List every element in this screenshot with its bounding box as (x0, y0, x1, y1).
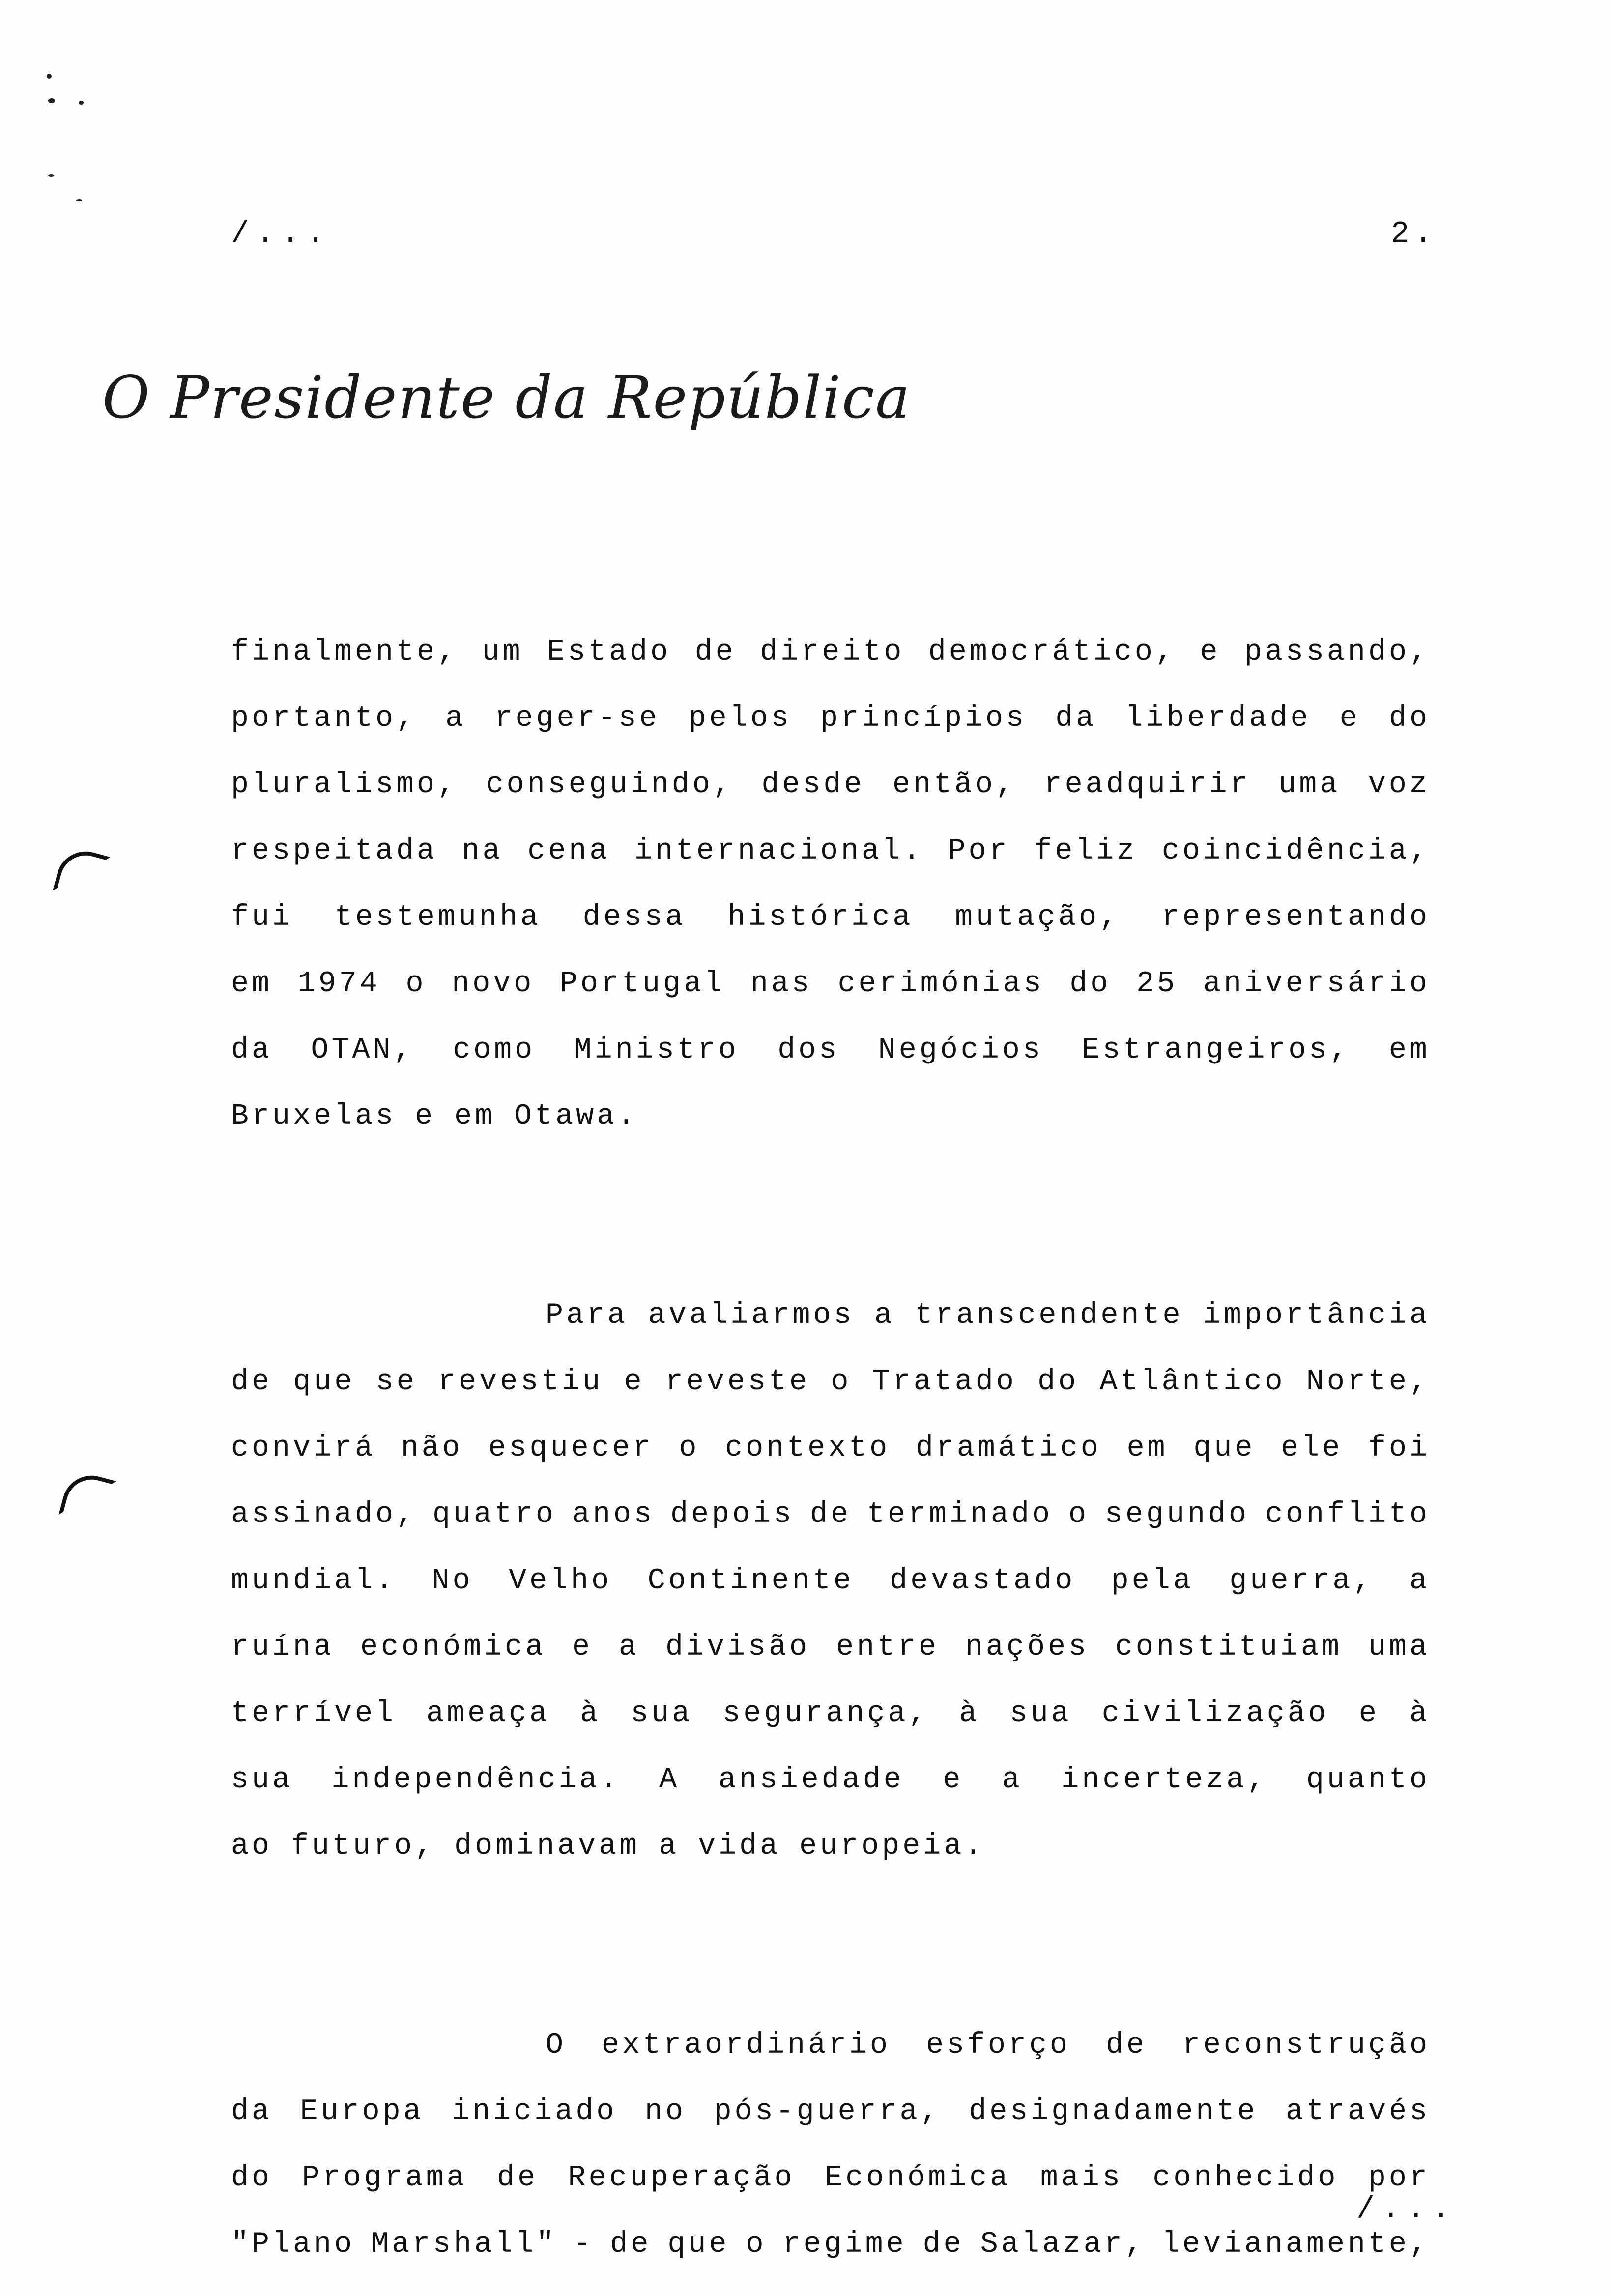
word: dessa (582, 901, 686, 934)
text-line (231, 1017, 1430, 1084)
text-line (231, 1747, 1430, 1813)
word: o (831, 1365, 852, 1399)
word: de (610, 2228, 652, 2261)
word: esquecer (488, 1432, 654, 1465)
word: à (580, 1697, 601, 1730)
word: A (659, 1763, 680, 1797)
word: europeia. (799, 1830, 985, 1863)
word: e (415, 1100, 436, 1133)
word: respeitada (231, 834, 438, 868)
text-line (231, 1482, 1430, 1548)
word: em (454, 1100, 496, 1133)
word: da (231, 1033, 273, 1067)
word: do (231, 2161, 273, 2195)
word: e (1358, 1697, 1380, 1730)
paragraph (231, 619, 1430, 1150)
word: em (231, 967, 273, 1001)
word: que (1193, 1432, 1256, 1465)
word: ele (1281, 1432, 1343, 1465)
word: através (1285, 2095, 1430, 2128)
word: uma (1368, 1631, 1430, 1664)
word: em (1126, 1432, 1168, 1465)
margin-mark (53, 845, 111, 903)
word: passando, (1244, 635, 1430, 669)
word: testemunha (334, 901, 541, 934)
word: do (1069, 967, 1111, 1001)
word: iniciado (452, 2095, 617, 2128)
scan-speck (79, 101, 84, 105)
word: terminado (866, 1498, 1053, 1531)
word: de (1105, 2029, 1147, 2062)
word: "Plano (231, 2228, 355, 2261)
word: divisão (665, 1631, 810, 1664)
word: Económica (825, 2161, 1011, 2195)
text-line (231, 2012, 1430, 2079)
word: não (401, 1432, 463, 1465)
word: a (659, 1830, 680, 1863)
word: futuro, (291, 1830, 436, 1863)
word: dramático (915, 1432, 1101, 1465)
word: extraordinário (601, 2029, 891, 2062)
word: convirá (231, 1432, 376, 1465)
word: Programa (302, 2161, 467, 2195)
text-line (231, 1283, 1430, 1349)
word: e (943, 1763, 964, 1797)
word: independência. (331, 1763, 621, 1797)
word: ao (231, 1830, 273, 1863)
paragraph (231, 1283, 1430, 1880)
text-line (231, 951, 1430, 1017)
scan-speck (76, 199, 82, 201)
word: novo (452, 967, 535, 1001)
page-number: 2. (1391, 216, 1438, 251)
text-line (231, 2145, 1430, 2211)
body-text (231, 619, 1430, 2278)
word: Europa (300, 2095, 424, 2128)
word: Negócios (878, 1033, 1043, 1067)
word: e (572, 1631, 593, 1664)
word: Portugal (560, 967, 725, 1001)
word: de (922, 2228, 964, 2261)
word: a (1002, 1763, 1023, 1797)
word: sua (631, 1697, 693, 1730)
word: mais (1040, 2161, 1123, 2195)
word: assinado, (231, 1498, 417, 1531)
word: o (679, 1432, 700, 1465)
word: Velho (509, 1564, 612, 1598)
word: pluralismo, (231, 768, 459, 802)
word: ameaça (426, 1697, 550, 1730)
word: incerteza, (1061, 1763, 1268, 1797)
word: se (375, 1365, 417, 1399)
word: Recuperação (568, 2161, 795, 2195)
text-line (231, 1681, 1430, 1747)
word: esforço (925, 2029, 1071, 2062)
word: uma (1278, 768, 1341, 802)
word: Para (546, 1299, 629, 1332)
word: na (461, 834, 503, 868)
word: Estrangeiros, (1082, 1033, 1351, 1067)
word: do (1388, 702, 1430, 735)
text-line (231, 2079, 1430, 2145)
word: finalmente, (231, 635, 459, 669)
word: de (810, 1498, 852, 1531)
word: no (644, 2095, 686, 2128)
word: que (293, 1365, 355, 1399)
word: de (231, 1365, 273, 1399)
word: democrático, (928, 635, 1176, 669)
word: designadamente (969, 2095, 1258, 2128)
word: à (1409, 1697, 1430, 1730)
word: importância (1203, 1299, 1430, 1332)
word: e (1339, 702, 1360, 735)
text-line (231, 1813, 1430, 1880)
word: portanto, (231, 702, 417, 735)
word: anos (572, 1498, 655, 1531)
word: conflito (1265, 1498, 1430, 1531)
text-line (231, 1614, 1430, 1681)
word: quanto (1306, 1763, 1430, 1797)
word: reconstrução (1182, 2029, 1430, 2062)
text-line (231, 619, 1430, 686)
word: a (445, 702, 466, 735)
word: voz (1368, 768, 1430, 802)
word: reveste (665, 1365, 810, 1399)
text-line (231, 885, 1430, 951)
word: Marshall" (371, 2228, 557, 2261)
text-line (231, 752, 1430, 818)
word: Salazar, (980, 2228, 1146, 2261)
word: revestiu (438, 1365, 604, 1399)
word: à (959, 1697, 980, 1730)
word: 1974 (297, 967, 380, 1001)
word: em (1388, 1033, 1430, 1067)
scan-speck (48, 174, 54, 177)
word: um (482, 635, 523, 669)
scan-speck (48, 98, 55, 103)
word: terrível (231, 1697, 397, 1730)
word: como (453, 1033, 536, 1067)
word: da (231, 2095, 273, 2128)
word: Atlântico (1099, 1365, 1286, 1399)
word: quatro (432, 1498, 557, 1531)
word: contexto (725, 1432, 891, 1465)
word: desde (761, 768, 865, 802)
word: O (546, 2029, 567, 2062)
word: de (694, 635, 736, 669)
word: Bruxelas (231, 1100, 397, 1133)
text-line (231, 1349, 1430, 1415)
word: avaliarmos (648, 1299, 855, 1332)
word: regime (782, 2228, 907, 2261)
word: a (874, 1299, 895, 1332)
word: 25 (1136, 967, 1178, 1001)
word: Continente (647, 1564, 854, 1598)
word: devastado (890, 1564, 1076, 1598)
word: cena (527, 834, 610, 868)
text-line (231, 1415, 1430, 1482)
word: Otawa. (514, 1100, 638, 1133)
word: Tratado (872, 1365, 1017, 1399)
word: e (1200, 635, 1221, 669)
word: nas (750, 967, 812, 1001)
word: dos (777, 1033, 840, 1067)
word: por (1368, 2161, 1430, 2195)
word: ansiedade (718, 1763, 904, 1797)
word: representando (1161, 901, 1430, 934)
continuation-mark-bottom: /... (1356, 2192, 1457, 2227)
word: depois (670, 1498, 795, 1531)
word: coincidência, (1161, 834, 1430, 868)
word: direito (760, 635, 905, 669)
word: que (667, 2228, 730, 2261)
word: mundial. (231, 1564, 397, 1598)
text-line (231, 1084, 1430, 1150)
word: transcendente (915, 1299, 1183, 1332)
word: o (405, 967, 427, 1001)
word: a (1409, 1564, 1430, 1598)
word: de (497, 2161, 539, 2195)
letterhead-title: O Presidente da República (102, 364, 911, 431)
word: mutação, (955, 901, 1121, 934)
scan-speck (47, 74, 52, 79)
word: readquirir (1044, 768, 1251, 802)
word: nações (965, 1631, 1089, 1664)
word: e (624, 1365, 645, 1399)
word: guerra, (1229, 1564, 1374, 1598)
word: levianamente, (1161, 2228, 1430, 2261)
word: segundo (1104, 1498, 1249, 1531)
text-line (231, 2211, 1430, 2278)
word: o (746, 2228, 767, 2261)
paragraph (231, 2012, 1430, 2278)
word: económica (360, 1631, 547, 1664)
word: reger-se (494, 702, 660, 735)
word: liberdade (1125, 702, 1311, 735)
word: internacional. (634, 834, 924, 868)
word: Por (948, 834, 1010, 868)
word: vida (698, 1830, 781, 1863)
word: histórica (727, 901, 914, 934)
word: OTAN, (311, 1033, 414, 1067)
word: constituiam (1115, 1631, 1342, 1664)
continuation-mark-top: /... (231, 216, 332, 251)
word: do (1037, 1365, 1079, 1399)
word: Norte, (1306, 1365, 1430, 1399)
word: dominavam (454, 1830, 640, 1863)
word: ruína (231, 1631, 335, 1664)
word: princípios (820, 702, 1027, 735)
text-line (231, 1548, 1430, 1614)
word: entre (835, 1631, 939, 1664)
word: Estado (547, 635, 671, 669)
word: aniversário (1203, 967, 1430, 1001)
word: então, (892, 768, 1017, 802)
word: sua (1009, 1697, 1072, 1730)
word: pela (1111, 1564, 1194, 1598)
word: foi (1368, 1432, 1430, 1465)
margin-mark (58, 1469, 116, 1527)
word: cerimónias (837, 967, 1044, 1001)
text-line (231, 686, 1430, 752)
word: civilização (1101, 1697, 1329, 1730)
word: o (1068, 1498, 1089, 1531)
word: a (618, 1631, 639, 1664)
word: sua (231, 1763, 293, 1797)
word: fui (231, 901, 293, 934)
word: Ministro (574, 1033, 739, 1067)
word: conseguindo, (486, 768, 734, 802)
word: - (573, 2228, 594, 2261)
word: da (1055, 702, 1097, 735)
text-line (231, 818, 1430, 885)
word: conhecido (1152, 2161, 1339, 2195)
word: pós-guerra, (714, 2095, 941, 2128)
word: segurança, (722, 1697, 929, 1730)
word: pelos (688, 702, 792, 735)
word: No (432, 1564, 473, 1598)
word: feliz (1034, 834, 1138, 868)
